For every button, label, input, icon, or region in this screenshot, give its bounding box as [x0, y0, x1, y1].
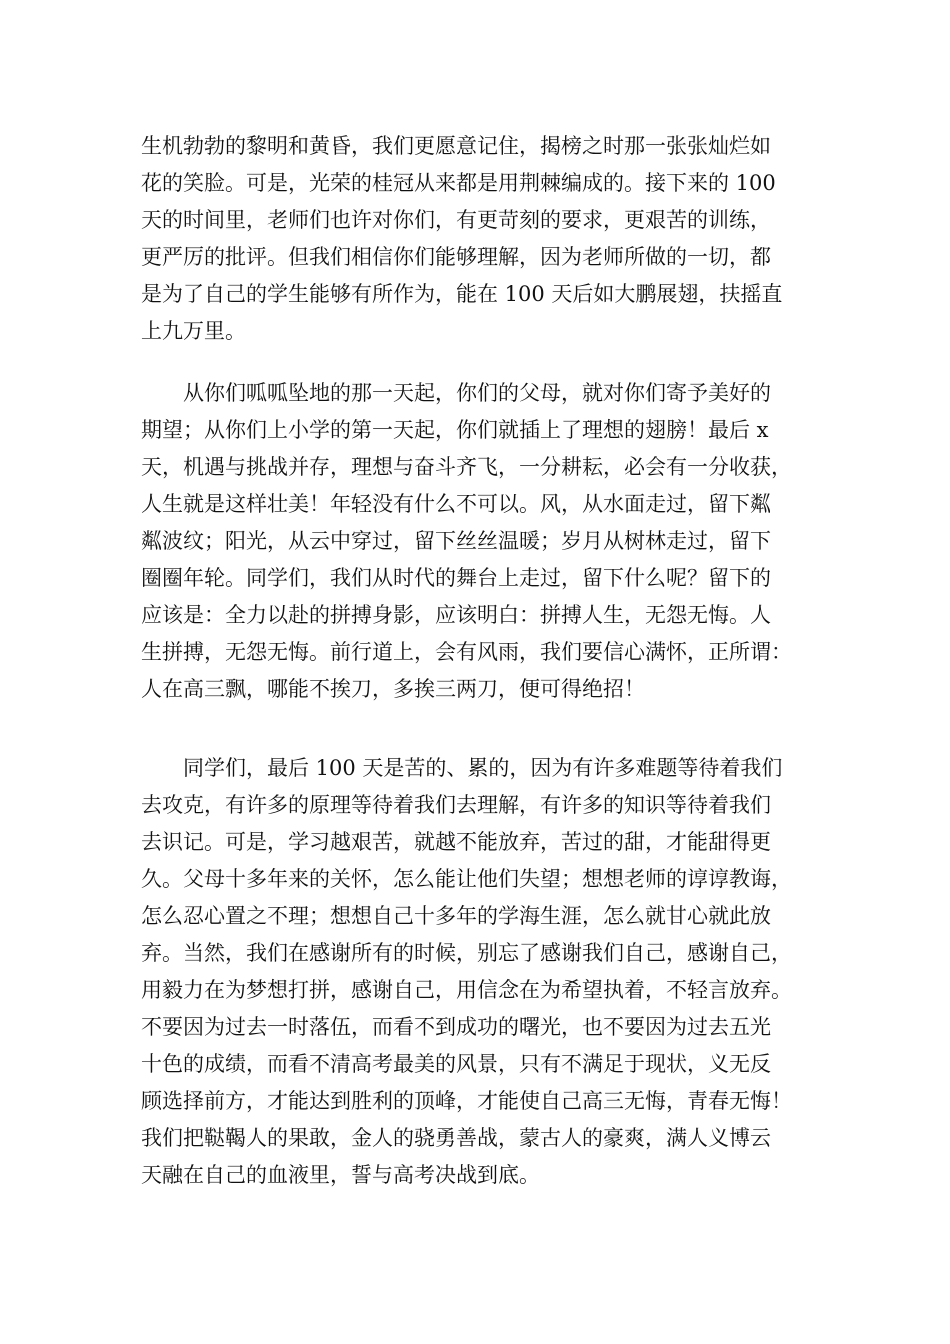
- paragraph-line: 人生就是这样壮美！年轻没有什么不可以。风，从水面走过，留下粼: [141, 492, 771, 516]
- paragraph-line: 我们把鞑鞨人的果敢，金人的骁勇善战，蒙古人的豪爽，满人义博云: [141, 1126, 771, 1150]
- paragraph-first-line: 同学们，最后 100 天是苦的、累的，因为有许多难题等待着我们: [183, 756, 783, 780]
- paragraph-line: 是为了自己的学生能够有所作为，能在 100 天后如大鹏展翅，扶摇直: [141, 282, 783, 306]
- paragraph-line: 怎么忍心置之不理；想想自己十多年的学海生涯，怎么就甘心就此放: [141, 904, 771, 928]
- paragraph-line: 上九万里。: [141, 319, 246, 343]
- paragraph-2: [141, 375, 831, 708]
- paragraph-line: 去识记。可是，学习越艰苦，就越不能放弃，苦过的甜，才能甜得更: [141, 830, 771, 854]
- paragraph-line: 应该是：全力以赴的拼搏身影，应该明白：拼搏人生，无怨无悔。人: [141, 603, 771, 627]
- paragraph-line: 久。父母十多年来的关怀，怎么能让他们失望；想想老师的谆谆教诲，: [141, 867, 792, 891]
- paragraph-line: 人在高三飘，哪能不挨刀，多挨三两刀，便可得绝招！: [141, 677, 645, 701]
- paragraph-line: 生拼搏，无怨无悔。前行道上，会有风雨，我们要信心满怀，正所谓：: [141, 640, 792, 664]
- paragraph-line: 天，机遇与挑战并存，理想与奋斗齐飞，一分耕耘，必会有一分收获，: [141, 455, 792, 479]
- paragraph-line: 不要因为过去一时落伍，而看不到成功的曙光，也不要因为过去五光: [141, 1015, 771, 1039]
- paragraph-3: [141, 750, 831, 1194]
- paragraph-line: 十色的成绩，而看不清高考最美的风景，只有不满足于现状，义无反: [141, 1052, 771, 1076]
- paragraph-line: 天的时间里，老师们也许对你们，有更苛刻的要求，更艰苦的训练，: [141, 208, 771, 232]
- paragraph-line: 期望；从你们上小学的第一天起，你们就插上了理想的翅膀！最后 x: [141, 418, 769, 442]
- paragraph-first-line: 从你们呱呱坠地的那一天起，你们的父母，就对你们寄予美好的: [183, 381, 771, 405]
- paragraph-line: 天融在自己的血液里，誓与高考决战到底。: [141, 1163, 540, 1187]
- paragraph-line: 生机勃勃的黎明和黄昏，我们更愿意记住，揭榜之时那一张张灿烂如: [141, 134, 771, 158]
- paragraph-line: 去攻克，有许多的原理等待着我们去理解，有许多的知识等待着我们: [141, 793, 771, 817]
- paragraph-line: 用毅力在为梦想打拼，感谢自己，用信念在为希望执着，不轻言放弃。: [141, 978, 792, 1002]
- paragraph-1: [141, 128, 831, 350]
- paragraph-line: 圈圈年轮。同学们，我们从时代的舞台上走过，留下什么呢？留下的: [141, 566, 771, 590]
- paragraph-line: 更严厉的批评。但我们相信你们能够理解，因为老师所做的一切，都: [141, 245, 771, 269]
- paragraph-line: 粼波纹；阳光，从云中穿过，留下丝丝温暖；岁月从树林走过，留下: [141, 529, 771, 553]
- paragraph-line: 顾选择前方，才能达到胜利的顶峰，才能使自己高三无悔，青春无悔！: [141, 1089, 792, 1113]
- paragraph-line: 弃。当然，我们在感谢所有的时候，别忘了感谢我们自己，感谢自己，: [141, 941, 792, 965]
- paragraph-line: 花的笑脸。可是，光荣的桂冠从来都是用荆棘编成的。接下来的 100: [141, 171, 776, 195]
